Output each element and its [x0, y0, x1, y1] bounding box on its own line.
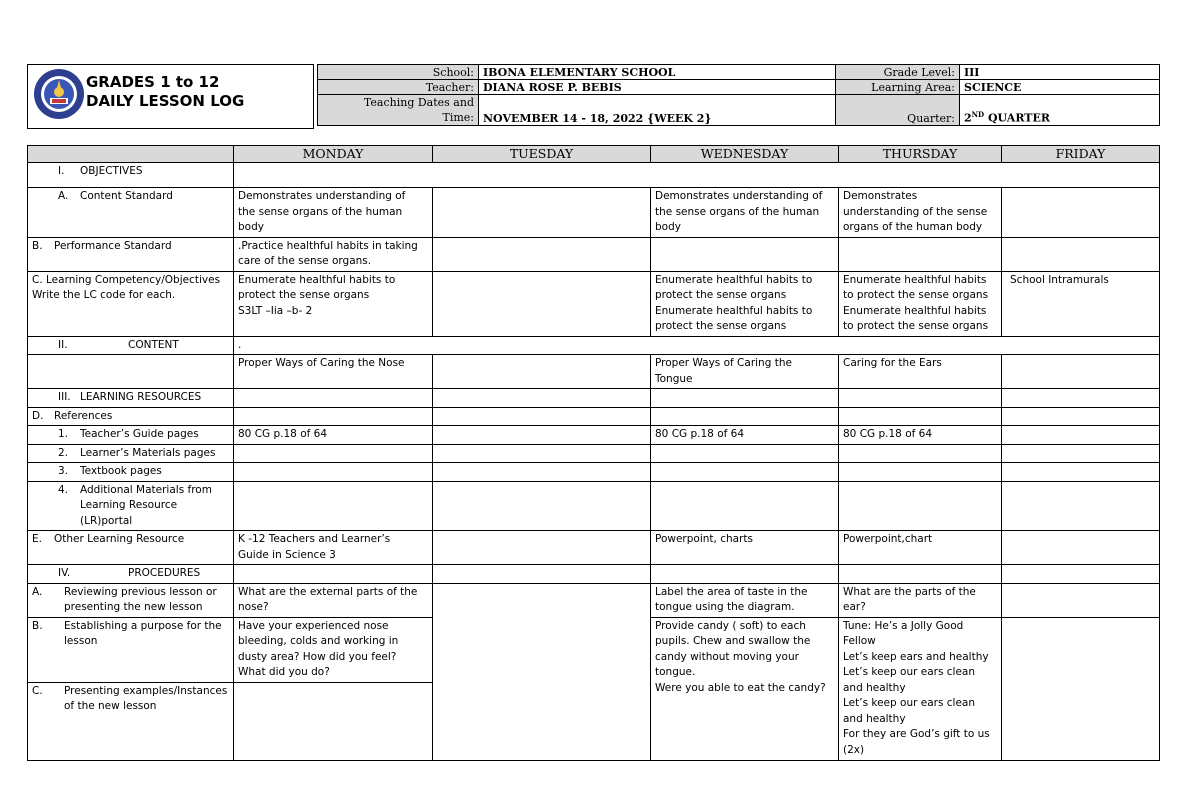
learning-competency-row: [28, 271, 1160, 336]
content-standard-num: A.: [58, 190, 69, 202]
references-num: D.: [32, 409, 44, 422]
empty-cell: [839, 481, 1002, 531]
references-label: [28, 407, 234, 426]
cell-line: body: [238, 221, 264, 233]
other-resource-num: E.: [32, 533, 42, 545]
title-grades: GRADES 1 to 12: [86, 73, 220, 91]
day-header-row: [28, 146, 1160, 163]
content-standard-monday: [234, 188, 433, 238]
references-text: References: [54, 409, 113, 422]
learning-competency-thursday: [839, 271, 1002, 336]
content-topic-wednesday: [651, 355, 839, 389]
objectives-text: OBJECTIVES: [80, 165, 143, 177]
empty-cell: [839, 463, 1002, 482]
learning-resources-text: LEARNING RESOURCES: [80, 391, 202, 403]
empty-cell: [839, 565, 1002, 584]
cell-line: Enumerate healthful habits: [843, 304, 987, 317]
learning-competency-line1: C. Learning Competency/Objectives: [32, 273, 221, 286]
references-row: [28, 407, 1160, 426]
additional-materials-num: 4.: [58, 483, 69, 496]
content-dot: .: [234, 336, 1160, 355]
cell-line: Demonstrates understanding of: [655, 190, 823, 202]
empty-cell: [433, 565, 651, 584]
empty-cell: [234, 481, 433, 531]
area-label: Learning Area:: [836, 80, 960, 95]
content-standard-thursday: [839, 188, 1002, 238]
quarter-superscript: ND: [971, 110, 985, 120]
empty-cell: [839, 444, 1002, 463]
empty-cell: [234, 463, 433, 482]
cell-line: Were you able to eat the candy?: [655, 681, 826, 694]
learning-competency-wednesday: [651, 271, 839, 336]
other-resource-row: [28, 531, 1160, 565]
teachers-guide-thursday: 80 CG p.18 of 64: [839, 426, 1002, 445]
empty-cell: [1002, 565, 1160, 584]
lc-code: S3LT –Iia –b- 2: [238, 304, 313, 317]
empty-cell: [839, 407, 1002, 426]
learning-competency-label: [28, 271, 234, 336]
establishing-monday: [234, 617, 433, 682]
procedures-label: [28, 565, 234, 584]
cell-line: the sense organs of the human: [238, 205, 403, 218]
textbook-label: [28, 463, 234, 482]
school-label: School:: [318, 65, 479, 80]
cell-line: Demonstrates understanding of: [238, 190, 406, 202]
cell-line: protect the sense organs: [655, 289, 787, 301]
reviewing-monday: [234, 583, 433, 617]
presenting-label: [28, 682, 234, 760]
cell-line: care of the sense organs.: [238, 255, 372, 267]
cell-line: Guide in Science 3: [238, 548, 336, 561]
other-resource-label: [28, 531, 234, 565]
learners-materials-row: [28, 444, 1160, 463]
textbook-row: [28, 463, 1160, 482]
learning-resources-label: [28, 389, 234, 408]
establishing-label: [28, 617, 234, 682]
procedures-wednesday: [651, 617, 839, 760]
empty-cell: [234, 444, 433, 463]
content-topic-thursday: Caring for the Ears: [839, 355, 1002, 389]
quarter-label: Quarter:: [836, 95, 960, 126]
header-title-box: [27, 64, 314, 129]
other-resource-tuesday: [433, 531, 651, 565]
cell-line: Label the area of taste in the: [655, 585, 808, 598]
cell-line: nose?: [238, 601, 269, 613]
reviewing-wednesday: [651, 583, 839, 617]
cell-line: tongue using the diagram.: [655, 601, 795, 613]
other-resource-text: Other Learning Resource: [54, 533, 185, 545]
lesson-log-table: [27, 145, 1160, 761]
additional-materials-line3: (LR)portal: [80, 514, 133, 527]
cell-line: Enumerate healthful habits: [843, 273, 987, 286]
empty-cell: [651, 463, 839, 482]
performance-standard-label: [28, 237, 234, 271]
teachers-guide-tuesday: [433, 426, 651, 445]
teachers-guide-monday: 80 CG p.18 of 64: [234, 426, 433, 445]
empty-cell: [651, 444, 839, 463]
empty-cell: [1002, 481, 1160, 531]
content-standard-friday: [1002, 188, 1160, 238]
teachers-guide-label: [28, 426, 234, 445]
empty-cell: [651, 407, 839, 426]
empty-cell: [433, 444, 651, 463]
area-value: SCIENCE: [960, 80, 1160, 95]
empty-cell: [839, 389, 1002, 408]
content-text: CONTENT: [128, 338, 179, 351]
teachers-guide-friday: [1002, 426, 1160, 445]
content-num: II.: [58, 338, 68, 351]
objectives-label: [28, 163, 234, 188]
cell-line: Have your experienced nose: [238, 619, 389, 632]
content-standard-text: Content Standard: [80, 190, 173, 202]
content-topic-friday: [1002, 355, 1160, 389]
presenting-text: Presenting examples/Instances: [64, 684, 228, 697]
cell-line: ear?: [843, 601, 866, 613]
cell-line: protect the sense organs: [238, 289, 370, 301]
dates-label-line1: Teaching Dates and: [363, 96, 474, 109]
reviewing-line1: [32, 585, 229, 601]
performance-standard-row: [28, 237, 1160, 271]
content-topic-monday: Proper Ways of Caring the Nose: [234, 355, 433, 389]
performance-standard-monday: [234, 237, 433, 271]
cell-line: Tongue: [655, 372, 693, 385]
establishing-line1: [32, 619, 229, 635]
other-resource-friday: [1002, 531, 1160, 565]
cell-line: Let’s keep ears and healthy: [843, 650, 989, 663]
empty-cell: [651, 481, 839, 531]
cell-line: and healthy: [843, 712, 906, 725]
content-topic-label: [28, 355, 234, 389]
establishing-num: B.: [32, 619, 43, 632]
other-resource-thursday: Powerpoint,chart: [839, 531, 1002, 565]
empty-cell: [433, 481, 651, 531]
content-row: [28, 336, 1160, 355]
objectives-row: [28, 163, 1160, 188]
other-resource-wednesday: Powerpoint, charts: [651, 531, 839, 565]
content-label: [28, 336, 234, 355]
performance-standard-thursday: [839, 237, 1002, 271]
quarter-word: QUARTER: [984, 112, 1050, 125]
presenting-line2: of the new lesson: [64, 700, 157, 712]
quarter-number: 2: [964, 112, 972, 125]
dates-value: NOVEMBER 14 - 18, 2022 {WEEK 2}: [479, 95, 836, 126]
cell-line: Demonstrates: [843, 190, 918, 202]
other-resource-monday: [234, 531, 433, 565]
performance-standard-text: Performance Standard: [54, 239, 172, 252]
presenting-monday: [234, 682, 433, 760]
teacher-value: DIANA ROSE P. BEBIS: [479, 80, 836, 95]
cell-line: Enumerate healthful habits to: [238, 273, 396, 286]
content-topic-row: [28, 355, 1160, 389]
dates-label-line2: Time:: [442, 111, 474, 124]
grade-value: III: [960, 65, 1160, 80]
empty-cell: [234, 565, 433, 584]
empty-cell: [1002, 444, 1160, 463]
learners-materials-num: 2.: [58, 446, 69, 459]
cell-line: organs of the human body: [843, 221, 983, 233]
learning-resources-row: [28, 389, 1160, 408]
performance-standard-friday: [1002, 237, 1160, 271]
textbook-num: 3.: [58, 465, 69, 477]
cell-line: body: [655, 221, 681, 233]
content-standard-wednesday: [651, 188, 839, 238]
cell-line: What are the parts of the: [843, 585, 976, 598]
additional-materials-line2: Learning Resource: [80, 499, 178, 511]
cell-line: Enumerate healthful habits to: [655, 273, 813, 286]
learners-materials-label: [28, 444, 234, 463]
additional-materials-line1: [58, 483, 229, 499]
procedures-text: PROCEDURES: [128, 567, 201, 579]
reviewing-label: [28, 583, 234, 617]
cell-line: What are the external parts of the: [238, 585, 418, 598]
learning-competency-monday: [234, 271, 433, 336]
reviewing-thursday: [839, 583, 1002, 617]
deped-seal-icon: [33, 68, 85, 120]
learning-competency-friday: School Intramurals: [1002, 271, 1160, 336]
cell-line: What did you do?: [238, 666, 330, 678]
presenting-num: C.: [32, 684, 43, 697]
teachers-guide-num: 1.: [58, 428, 69, 440]
procedures-thursday: [839, 617, 1002, 760]
cell-line: Tune: He’s a Jolly Good: [843, 619, 964, 632]
cell-line: and healthy: [843, 681, 906, 694]
procedures-num: IV.: [58, 567, 71, 579]
textbook-text: Textbook pages: [80, 465, 162, 477]
procedures-friday: [1002, 617, 1160, 760]
additional-materials-label: [28, 481, 234, 531]
empty-cell: [651, 565, 839, 584]
objectives-content: [234, 163, 1160, 188]
dates-label: [318, 95, 479, 126]
quarter-value: [960, 95, 1160, 126]
cell-line: tongue.: [655, 666, 696, 678]
reviewing-num: A.: [32, 585, 43, 598]
empty-cell: [1002, 463, 1160, 482]
day-monday: MONDAY: [234, 146, 433, 163]
cell-line: candy without moving your: [655, 650, 799, 663]
learners-materials-text: Learner’s Materials pages: [80, 446, 216, 459]
empty-cell: [234, 389, 433, 408]
learning-competency-tuesday: [433, 271, 651, 336]
empty-cell: [433, 463, 651, 482]
teachers-guide-text: Teacher’s Guide pages: [80, 428, 199, 440]
procedures-tuesday: [433, 583, 651, 760]
teacher-label: Teacher:: [318, 80, 479, 95]
cell-line: to protect the sense organs: [843, 320, 989, 332]
empty-cell: [1002, 407, 1160, 426]
empty-cell: [651, 389, 839, 408]
teachers-guide-row: [28, 426, 1160, 445]
day-wednesday: WEDNESDAY: [651, 146, 839, 163]
day-friday: FRIDAY: [1002, 146, 1160, 163]
reviewing-text: Reviewing previous lesson or: [64, 585, 217, 598]
teachers-guide-wednesday: 80 CG p.18 of 64: [651, 426, 839, 445]
performance-standard-num: B.: [32, 239, 43, 252]
cell-line: Fellow: [843, 635, 876, 647]
cell-line: Let’s keep our ears clean: [843, 697, 976, 709]
cell-line: Let’s keep our ears clean: [843, 666, 976, 678]
cell-line: dusty area? How did you feel?: [238, 650, 397, 663]
empty-cell: [433, 407, 651, 426]
cell-line: understanding of the sense: [843, 205, 988, 218]
learning-resources-num: III.: [58, 391, 71, 403]
procedures-row: [28, 565, 1160, 584]
day-thursday: THURSDAY: [839, 146, 1002, 163]
content-standard-tuesday: [433, 188, 651, 238]
title-daily-lesson-log: DAILY LESSON LOG: [86, 92, 245, 110]
establishing-line2: lesson: [64, 635, 98, 647]
reviewing-line2: presenting the new lesson: [64, 601, 203, 613]
school-value: IBONA ELEMENTARY SCHOOL: [479, 65, 836, 80]
objectives-num: I.: [58, 165, 65, 177]
establishing-text: Establishing a purpose for the: [64, 619, 222, 632]
reviewing-friday: [1002, 583, 1160, 617]
cell-line: Enumerate healthful habits to: [655, 304, 813, 317]
corner-cell: [28, 146, 234, 163]
performance-standard-tuesday: [433, 237, 651, 271]
cell-line: K -12 Teachers and Learner’s: [238, 533, 391, 545]
empty-cell: [433, 389, 651, 408]
learning-competency-line2: Write the LC code for each.: [32, 289, 176, 301]
cell-line: (2x): [843, 743, 865, 756]
cell-line: the sense organs of the human: [655, 205, 820, 218]
content-standard-row: [28, 188, 1160, 238]
header-info-table: [317, 64, 1160, 126]
cell-line: Proper Ways of Caring the: [655, 357, 792, 369]
presenting-line1: [32, 684, 229, 700]
grade-label: Grade Level:: [836, 65, 960, 80]
cell-line: For they are God’s gift to us: [843, 728, 990, 740]
additional-materials-text: Additional Materials from: [80, 483, 212, 496]
cell-line: .Practice healthful habits in taking: [238, 239, 418, 252]
content-topic-tuesday: [433, 355, 651, 389]
empty-cell: [1002, 389, 1160, 408]
cell-line: Provide candy ( soft) to each: [655, 619, 806, 632]
empty-cell: [234, 407, 433, 426]
cell-line: protect the sense organs: [655, 320, 787, 332]
performance-standard-wednesday: [651, 237, 839, 271]
cell-line: bleeding, colds and working in: [238, 635, 399, 647]
additional-materials-row: [28, 481, 1160, 531]
day-tuesday: TUESDAY: [433, 146, 651, 163]
cell-line: to protect the sense organs: [843, 289, 989, 301]
content-standard-label: [28, 188, 234, 238]
cell-line: pupils. Chew and swallow the: [655, 635, 811, 647]
reviewing-row: [28, 583, 1160, 617]
